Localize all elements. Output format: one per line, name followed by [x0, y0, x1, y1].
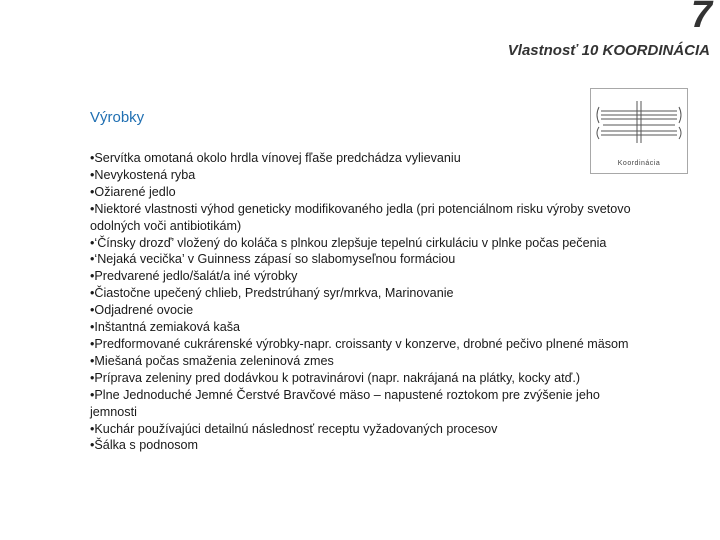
list-item: •Miešaná počas smaženia zeleninová zmes — [90, 353, 334, 368]
slide-header: Vlastnosť 10 KOORDINÁCIA — [507, 42, 710, 59]
list-item: •Čiastočne upečený chlieb, Predstrúhaný syr/mrkva, Marinovanie — [90, 286, 454, 301]
list-item: •Servítka omotaná okolo hrdla vínovej fľaše predchádza vylievaniu — [90, 151, 461, 165]
list-item: •Niektoré vlastnosti výhod geneticky modifikovaného jedla (pri potenciálnom risku výroby svetovo odolných voči antibiotikám) — [90, 201, 631, 233]
bullet-list — [90, 150, 650, 454]
list-item: •Plne Jednoduché Jemné Čerstvé Bravčové mäso – napustené roztokom pre zvýšenie jeho jemnosti — [90, 387, 600, 419]
slide-number: 7 — [690, 0, 712, 36]
list-item: •Inštantná zemiaková kaša — [90, 320, 241, 335]
list-item: •Predformované cukrárenské výrobky-napr. croissanty v konzerve, drobné pečivo plnené mäsom — [90, 336, 629, 351]
list-item: •‘Nejaká vecička’ v Guinness zápasí so slabomyseľnou formáciou — [90, 252, 456, 267]
list-item: •Ožiarené jedlo — [90, 184, 176, 199]
list-item: •Príprava zeleniny pred dodávkou k potravinárovi (napr. nakrájaná na plátky, kocky atď.) — [90, 370, 581, 385]
list-item: •Nevykostená ryba — [90, 167, 196, 182]
list-item: •Kuchár používajúci detailnú následnosť receptu vyžadovaných procesov — [90, 421, 498, 436]
list-item: •Šálka s podnosom — [90, 438, 199, 453]
list-item: •Predvarené jedlo/šalát/a iné výrobky — [90, 269, 298, 284]
illustration-caption: Koordinácia — [617, 160, 661, 167]
list-item: •Odjadrené ovocie — [90, 303, 194, 318]
section-title: Výrobky — [90, 109, 145, 126]
list-item: •‘Čínsky drozď’ vložený do koláča s plnkou zlepšuje tepelnú cirkuláciu v plnke počas pečenia — [90, 235, 607, 250]
